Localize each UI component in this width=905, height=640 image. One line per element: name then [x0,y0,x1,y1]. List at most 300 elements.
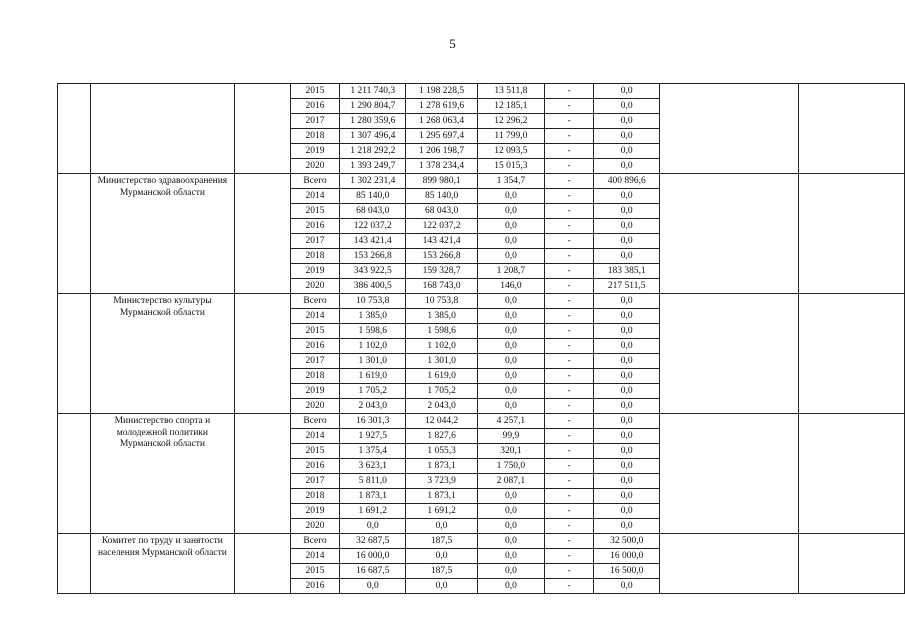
total-cell: 0,0 [340,519,406,534]
federal-budget-cell: 0,0 [478,384,545,399]
federal-budget-cell: 0,0 [478,189,545,204]
empty-cell [235,144,291,159]
table-row [58,84,905,99]
indicator-cell [798,384,904,399]
local-budget-cell: - [544,384,594,399]
empty-cell [235,324,291,339]
total-cell: 1 873,1 [340,489,406,504]
year-cell: 2017 [290,474,340,489]
index-cell [58,309,91,324]
local-budget-cell: - [544,294,594,309]
total-cell: 85 140,0 [340,189,406,204]
federal-budget-cell: 1 208,7 [478,264,545,279]
year-cell: 2016 [290,579,340,594]
federal-budget-cell: 0,0 [478,549,545,564]
regional-budget-cell: 0,0 [406,549,478,564]
year-cell: Всего [290,294,340,309]
index-cell [58,504,91,519]
local-budget-cell: - [544,369,594,384]
index-cell [58,264,91,279]
organization-name: Министерство спорта и молодежной политики Мурманской области [90,414,234,534]
federal-budget-cell: 99,9 [478,429,545,444]
federal-budget-cell: 12 093,5 [478,144,545,159]
index-cell [58,99,91,114]
other-sources-cell: 0,0 [594,144,660,159]
indicator-cell [798,249,904,264]
year-cell: 2015 [290,564,340,579]
other-sources-cell: 0,0 [594,114,660,129]
other-sources-cell: 0,0 [594,459,660,474]
index-cell [58,354,91,369]
result-cell [660,534,799,549]
total-cell: 3 623,1 [340,459,406,474]
federal-budget-cell: 12 185,1 [478,99,545,114]
other-sources-cell: 16 500,0 [594,564,660,579]
indicator-cell [798,174,904,189]
indicator-cell [798,84,904,99]
other-sources-cell: 0,0 [594,249,660,264]
year-cell: 2014 [290,429,340,444]
local-budget-cell: - [544,564,594,579]
year-cell: 2016 [290,99,340,114]
federal-budget-cell: 4 257,1 [478,414,545,429]
total-cell: 1 280 359,6 [340,114,406,129]
result-cell [660,279,799,294]
total-cell: 2 043,0 [340,399,406,414]
regional-budget-cell: 143 421,4 [406,234,478,249]
index-cell [58,534,91,549]
other-sources-cell: 0,0 [594,324,660,339]
other-sources-cell: 0,0 [594,234,660,249]
regional-budget-cell: 1 691,2 [406,504,478,519]
other-sources-cell: 0,0 [594,504,660,519]
empty-cell [235,84,291,99]
total-cell: 1 375,4 [340,444,406,459]
empty-cell [235,534,291,549]
result-cell [660,204,799,219]
total-cell: 5 811,0 [340,474,406,489]
index-cell [58,579,91,594]
regional-budget-cell: 899 980,1 [406,174,478,189]
year-cell: 2015 [290,444,340,459]
result-cell [660,504,799,519]
index-cell [58,294,91,309]
index-cell [58,204,91,219]
total-cell: 16 301,3 [340,414,406,429]
federal-budget-cell: 0,0 [478,234,545,249]
local-budget-cell: - [544,549,594,564]
regional-budget-cell: 1 206 198,7 [406,144,478,159]
indicator-cell [798,294,904,309]
result-cell [660,309,799,324]
regional-budget-cell: 1 705,2 [406,384,478,399]
total-cell: 343 922,5 [340,264,406,279]
indicator-cell [798,354,904,369]
other-sources-cell: 0,0 [594,189,660,204]
regional-budget-cell: 159 328,7 [406,264,478,279]
result-cell [660,429,799,444]
federal-budget-cell: 0,0 [478,294,545,309]
empty-cell [235,414,291,429]
indicator-cell [798,369,904,384]
regional-budget-cell: 1 055,3 [406,444,478,459]
local-budget-cell: - [544,429,594,444]
total-cell: 1 385,0 [340,309,406,324]
indicator-cell [798,324,904,339]
year-cell: Всего [290,414,340,429]
federal-budget-cell: 1 750,0 [478,459,545,474]
index-cell [58,459,91,474]
empty-cell [235,384,291,399]
federal-budget-cell: 146,0 [478,279,545,294]
empty-cell [235,444,291,459]
index-cell [58,564,91,579]
federal-budget-cell: 0,0 [478,309,545,324]
local-budget-cell: - [544,579,594,594]
local-budget-cell: - [544,249,594,264]
regional-budget-cell: 1 102,0 [406,339,478,354]
local-budget-cell: - [544,534,594,549]
year-cell: 2014 [290,549,340,564]
total-cell: 1 218 292,2 [340,144,406,159]
empty-cell [235,549,291,564]
local-budget-cell: - [544,114,594,129]
federal-budget-cell: 13 511,8 [478,84,545,99]
result-cell [660,564,799,579]
indicator-cell [798,159,904,174]
indicator-cell [798,129,904,144]
indicator-cell [798,474,904,489]
year-cell: Всего [290,174,340,189]
result-cell [660,114,799,129]
total-cell: 1 307 496,4 [340,129,406,144]
result-cell [660,234,799,249]
indicator-cell [798,114,904,129]
total-cell: 10 753,8 [340,294,406,309]
federal-budget-cell: 0,0 [478,354,545,369]
regional-budget-cell: 1 827,6 [406,429,478,444]
organization-name: Комитет по труду и занятости населения Мурманской области [90,534,234,594]
indicator-cell [798,459,904,474]
regional-budget-cell: 122 037,2 [406,219,478,234]
total-cell: 122 037,2 [340,219,406,234]
regional-budget-cell: 1 301,0 [406,354,478,369]
result-cell [660,384,799,399]
other-sources-cell: 0,0 [594,294,660,309]
year-cell: 2016 [290,219,340,234]
other-sources-cell: 0,0 [594,429,660,444]
result-cell [660,414,799,429]
local-budget-cell: - [544,99,594,114]
local-budget-cell: - [544,234,594,249]
federal-budget-cell: 0,0 [478,399,545,414]
index-cell [58,399,91,414]
regional-budget-cell: 0,0 [406,519,478,534]
year-cell: 2017 [290,234,340,249]
local-budget-cell: - [544,204,594,219]
regional-budget-cell: 1 873,1 [406,489,478,504]
index-cell [58,129,91,144]
total-cell: 1 598,6 [340,324,406,339]
local-budget-cell: - [544,309,594,324]
year-cell: 2018 [290,369,340,384]
local-budget-cell: - [544,84,594,99]
regional-budget-cell: 1 385,0 [406,309,478,324]
federal-budget-cell: 12 296,2 [478,114,545,129]
result-cell [660,264,799,279]
federal-budget-cell: 0,0 [478,369,545,384]
total-cell: 0,0 [340,579,406,594]
index-cell [58,369,91,384]
index-cell [58,279,91,294]
empty-cell [235,279,291,294]
regional-budget-cell: 1 378 234,4 [406,159,478,174]
other-sources-cell: 0,0 [594,354,660,369]
other-sources-cell: 0,0 [594,474,660,489]
empty-cell [235,99,291,114]
indicator-cell [798,414,904,429]
regional-budget-cell: 168 743,0 [406,279,478,294]
other-sources-cell: 0,0 [594,444,660,459]
other-sources-cell: 0,0 [594,384,660,399]
indicator-cell [798,309,904,324]
result-cell [660,99,799,114]
result-cell [660,579,799,594]
index-cell [58,84,91,99]
local-budget-cell: - [544,504,594,519]
indicator-cell [798,234,904,249]
result-cell [660,84,799,99]
other-sources-cell: 0,0 [594,309,660,324]
total-cell: 1 302 231,4 [340,174,406,189]
other-sources-cell: 0,0 [594,339,660,354]
local-budget-cell: - [544,489,594,504]
indicator-cell [798,564,904,579]
total-cell: 16 000,0 [340,549,406,564]
empty-cell [235,309,291,324]
indicator-cell [798,579,904,594]
other-sources-cell: 0,0 [594,204,660,219]
empty-cell [235,429,291,444]
local-budget-cell: - [544,129,594,144]
empty-cell [235,114,291,129]
total-cell: 153 266,8 [340,249,406,264]
local-budget-cell: - [544,264,594,279]
regional-budget-cell: 0,0 [406,579,478,594]
local-budget-cell: - [544,519,594,534]
budget-table [57,83,905,594]
index-cell [58,384,91,399]
indicator-cell [798,444,904,459]
local-budget-cell: - [544,324,594,339]
index-cell [58,474,91,489]
total-cell: 1 290 804,7 [340,99,406,114]
indicator-cell [798,279,904,294]
local-budget-cell: - [544,474,594,489]
year-cell: 2019 [290,384,340,399]
federal-budget-cell: 0,0 [478,519,545,534]
total-cell: 1 393 249,7 [340,159,406,174]
federal-budget-cell: 0,0 [478,534,545,549]
result-cell [660,354,799,369]
regional-budget-cell: 1 278 619,6 [406,99,478,114]
indicator-cell [798,519,904,534]
table-row [58,534,905,549]
other-sources-cell: 0,0 [594,219,660,234]
empty-cell [235,579,291,594]
other-sources-cell: 0,0 [594,99,660,114]
empty-cell [235,234,291,249]
local-budget-cell: - [544,444,594,459]
empty-cell [235,129,291,144]
index-cell [58,339,91,354]
indicator-cell [798,534,904,549]
empty-cell [235,474,291,489]
index-cell [58,489,91,504]
regional-budget-cell: 10 753,8 [406,294,478,309]
year-cell: 2020 [290,159,340,174]
index-cell [58,174,91,189]
regional-budget-cell: 12 044,2 [406,414,478,429]
total-cell: 386 400,5 [340,279,406,294]
federal-budget-cell: 11 799,0 [478,129,545,144]
result-cell [660,444,799,459]
indicator-cell [798,489,904,504]
result-cell [660,129,799,144]
organization-name [90,84,234,174]
federal-budget-cell: 0,0 [478,579,545,594]
year-cell: Всего [290,534,340,549]
total-cell: 1 691,2 [340,504,406,519]
indicator-cell [798,219,904,234]
empty-cell [235,219,291,234]
index-cell [58,219,91,234]
year-cell: 2016 [290,459,340,474]
indicator-cell [798,99,904,114]
empty-cell [235,249,291,264]
empty-cell [235,369,291,384]
regional-budget-cell: 1 295 697,4 [406,129,478,144]
local-budget-cell: - [544,189,594,204]
year-cell: 2019 [290,264,340,279]
federal-budget-cell: 0,0 [478,564,545,579]
federal-budget-cell: 2 087,1 [478,474,545,489]
other-sources-cell: 0,0 [594,159,660,174]
indicator-cell [798,189,904,204]
result-cell [660,489,799,504]
federal-budget-cell: 0,0 [478,249,545,264]
result-cell [660,324,799,339]
year-cell: 2016 [290,339,340,354]
other-sources-cell: 16 000,0 [594,549,660,564]
index-cell [58,114,91,129]
federal-budget-cell: 320,1 [478,444,545,459]
empty-cell [235,159,291,174]
table-row [58,174,905,189]
organization-name: Министерство здравоохранения Мурманской области [90,174,234,294]
result-cell [660,399,799,414]
total-cell: 32 687,5 [340,534,406,549]
result-cell [660,459,799,474]
local-budget-cell: - [544,414,594,429]
year-cell: 2018 [290,489,340,504]
federal-budget-cell: 0,0 [478,489,545,504]
regional-budget-cell: 1 198 228,5 [406,84,478,99]
year-cell: 2015 [290,84,340,99]
other-sources-cell: 0,0 [594,369,660,384]
result-cell [660,294,799,309]
year-cell: 2015 [290,204,340,219]
organization-name: Министерство культуры Мурманской области [90,294,234,414]
federal-budget-cell: 1 354,7 [478,174,545,189]
regional-budget-cell: 85 140,0 [406,189,478,204]
indicator-cell [798,549,904,564]
total-cell: 1 619,0 [340,369,406,384]
other-sources-cell: 32 500,0 [594,534,660,549]
indicator-cell [798,504,904,519]
year-cell: 2020 [290,279,340,294]
empty-cell [235,399,291,414]
regional-budget-cell: 2 043,0 [406,399,478,414]
index-cell [58,429,91,444]
indicator-cell [798,264,904,279]
regional-budget-cell: 187,5 [406,564,478,579]
local-budget-cell: - [544,144,594,159]
year-cell: 2014 [290,189,340,204]
index-cell [58,159,91,174]
local-budget-cell: - [544,279,594,294]
year-cell: 2017 [290,354,340,369]
other-sources-cell: 183 385,1 [594,264,660,279]
total-cell: 1 301,0 [340,354,406,369]
indicator-cell [798,339,904,354]
year-cell: 2014 [290,309,340,324]
federal-budget-cell: 0,0 [478,204,545,219]
local-budget-cell: - [544,174,594,189]
other-sources-cell: 0,0 [594,519,660,534]
regional-budget-cell: 187,5 [406,534,478,549]
regional-budget-cell: 1 619,0 [406,369,478,384]
empty-cell [235,174,291,189]
result-cell [660,174,799,189]
empty-cell [235,489,291,504]
index-cell [58,189,91,204]
table-body [58,84,905,594]
other-sources-cell: 0,0 [594,489,660,504]
indicator-cell [798,429,904,444]
empty-cell [235,564,291,579]
federal-budget-cell: 0,0 [478,219,545,234]
result-cell [660,369,799,384]
other-sources-cell: 0,0 [594,84,660,99]
other-sources-cell: 217 511,5 [594,279,660,294]
empty-cell [235,354,291,369]
empty-cell [235,504,291,519]
year-cell: 2019 [290,144,340,159]
result-cell [660,339,799,354]
indicator-cell [798,144,904,159]
index-cell [58,414,91,429]
total-cell: 16 687,5 [340,564,406,579]
regional-budget-cell: 1 873,1 [406,459,478,474]
year-cell: 2020 [290,519,340,534]
other-sources-cell: 0,0 [594,414,660,429]
index-cell [58,519,91,534]
year-cell: 2018 [290,249,340,264]
year-cell: 2018 [290,129,340,144]
local-budget-cell: - [544,354,594,369]
local-budget-cell: - [544,339,594,354]
